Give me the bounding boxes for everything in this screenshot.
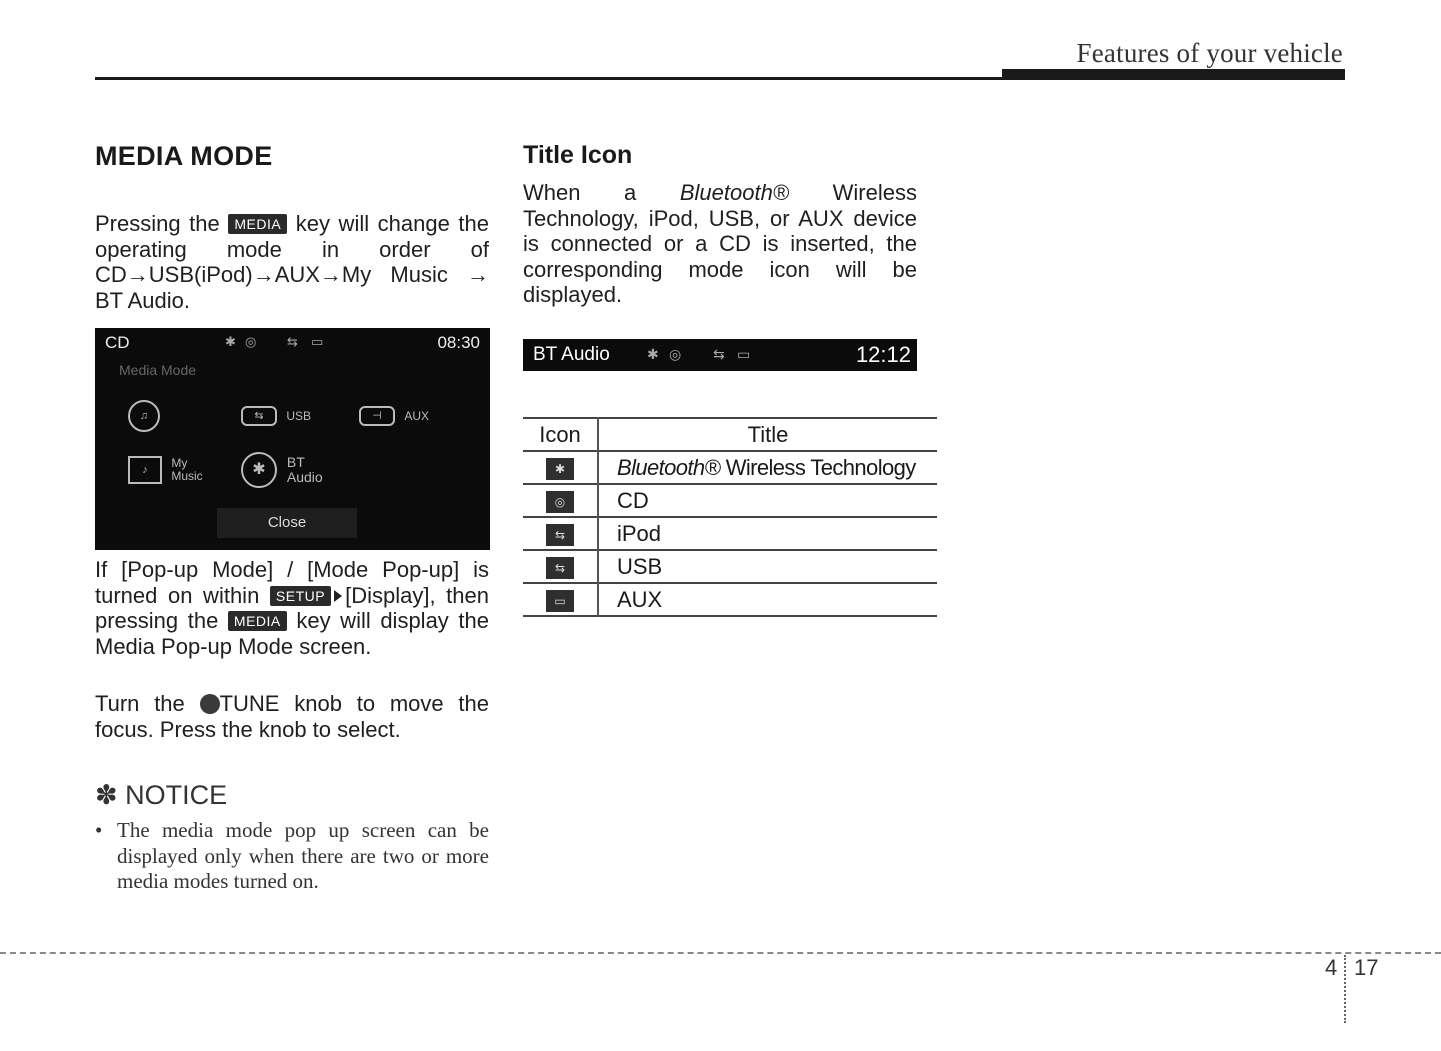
footer-rule [0,952,1441,954]
media-item-aux[interactable]: ⊣ AUX [359,406,429,426]
media-item-bt-audio[interactable]: ✱ BT Audio [241,452,323,488]
aux-status-icon: ▭ [737,346,751,362]
tune-paragraph: Turn the TUNE knob to move the focus. Press the knob to select. [95,691,489,742]
bluetooth-icon: ✱ [647,346,659,362]
section-title: MEDIA MODE [95,141,273,171]
usb-status-icon: ⇆ [713,346,725,362]
header-rule [95,77,1345,80]
cd-status-icon: ◎ [245,334,257,349]
bluetooth-icon: ✱ [225,334,236,349]
media-item-my-music[interactable]: ♪ My Music [128,456,203,484]
table-row: ◎ CD [523,484,937,517]
icon-table [523,417,937,617]
usb-icon: ⇆ [241,406,277,426]
media-item-usb[interactable]: ⇆ USB [241,406,311,426]
notice-title: ✽ NOTICE [95,780,228,810]
page-number-divider [1344,955,1346,1023]
table-row: ⇆ iPod [523,517,937,550]
popup-paragraph: If [Pop-up Mode] / [Mode Pop-up] is turned on within SETUP [Display], then pressing the MEDIA key will display the Media Pop-up Mode screen. [95,557,489,659]
notice-text: The media mode pop up screen can be displayed only when there are two or more media modes turned on. [117,818,489,893]
status-source-label: CD [105,333,130,352]
aux-icon: ▭ [546,590,574,612]
media-key-badge: MEDIA [228,214,287,234]
intro-text-b: key will change the operating mode in order of CD→USB(iPod)→AUX→My Music → BT Audio. [95,211,489,313]
folder-music-icon: ♪ [128,456,162,484]
setup-key-badge: SETUP [270,586,331,606]
table-row: ✱ Bluetooth® Wireless Technology [523,451,937,484]
title-icon-heading: Title Icon [523,141,633,169]
media-key-badge-2: MEDIA [228,611,287,631]
table-row: ⇆ USB [523,550,937,583]
page-number: 17 [1354,955,1379,980]
usb-status-icon: ⇆ [287,334,298,349]
arrow-right-icon [334,590,342,602]
aux-icon: ⊣ [359,406,395,426]
media-item-cd[interactable] [128,400,169,432]
running-header: Features of your vehicle [1076,38,1343,68]
page-section-number: 4 [1325,955,1338,980]
bt-bar-source-label: BT Audio [533,344,610,365]
screen-status-bar [103,331,482,353]
notice-bullet: • [95,818,103,842]
intro-text-a: Pressing the [95,211,220,236]
usb-icon: ⇆ [546,557,574,579]
bluetooth-audio-icon: ✱ [241,452,277,488]
tune-knob-icon [200,694,220,714]
bt-bar-time: 12:12 [855,342,911,367]
aux-status-icon: ▭ [311,334,324,349]
bt-audio-status-bar [523,339,917,371]
bluetooth-icon: ✱ [546,458,574,480]
intro-paragraph [95,211,489,313]
title-icon-paragraph: When a Bluetooth® Wireless Technology, iPod, USB, or AUX device is connected or a CD is inserted, the corresponding mode icon will be displayed. [523,180,917,307]
table-row: ▭ AUX [523,583,937,616]
col-header-icon: Icon [523,418,598,451]
col-header-title: Title [747,421,789,447]
close-button[interactable]: Close [217,508,357,538]
screen-subtitle: Media Mode [119,362,197,378]
media-mode-screen [95,328,490,550]
table-header-row [523,418,937,451]
status-time: 08:30 [437,333,480,352]
cd-status-icon: ◎ [669,346,682,362]
notice-item [95,818,489,895]
cd-icon: ♫ [128,400,160,432]
ipod-icon: ⇆ [546,524,574,546]
cd-icon: ◎ [546,491,574,513]
